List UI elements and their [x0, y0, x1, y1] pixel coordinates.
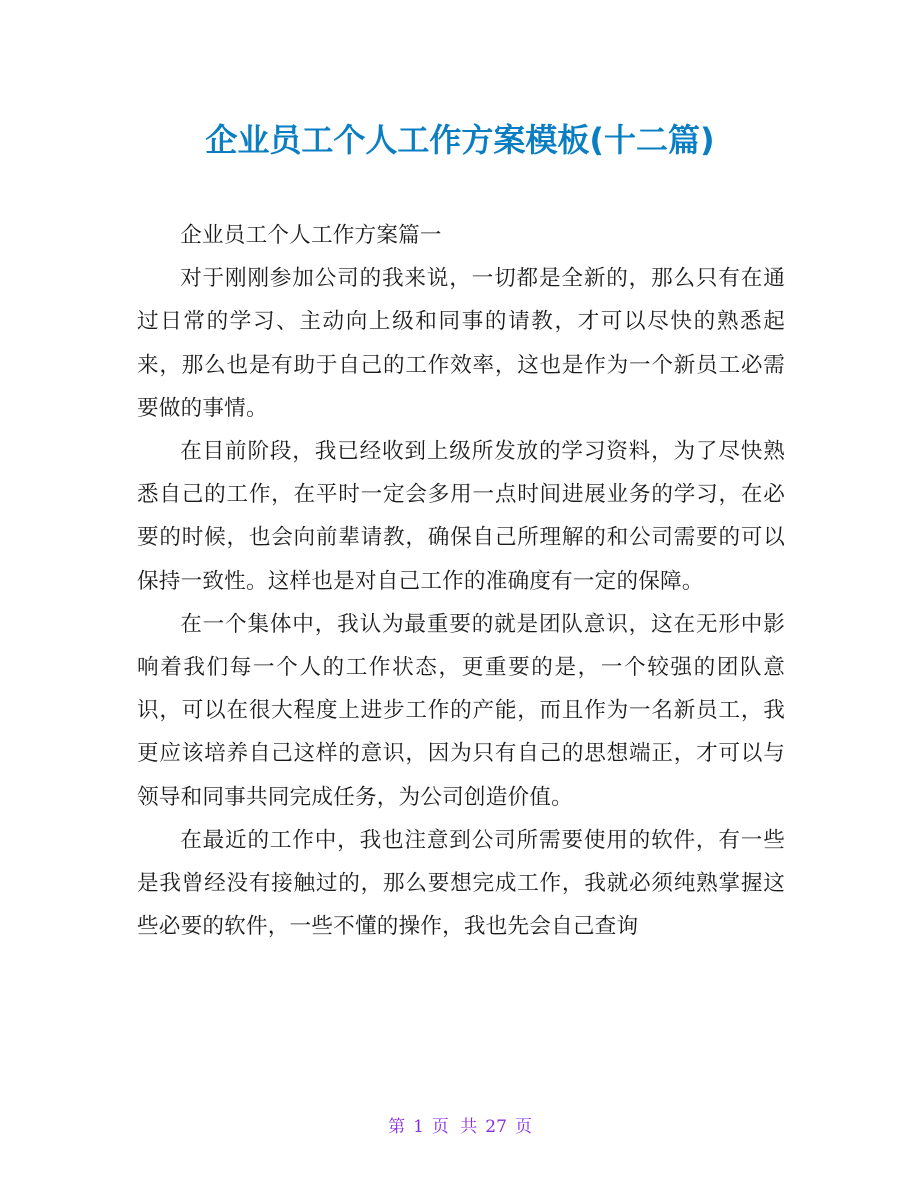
document-body	[137, 214, 785, 948]
page-label-suffix: 页	[514, 1117, 532, 1137]
paragraph: 在一个集体中，我认为最重要的就是团队意识，这在无形中影响着我们每一个人的工作状态，更重要的是，一个较强的团队意识，可以在很大程度上进步工作的产能，而且作为一名新员工，我更应该培养自己这样的意识，因为只有自己的思想端正，才可以与领导和同事共同完成任务，为公司创造价值。	[137, 611, 785, 810]
section-heading: 企业员工个人工作方案篇一	[180, 223, 442, 248]
total-pages-number: 27	[485, 1117, 507, 1137]
document-title: 企业员工个人工作方案模板(十二篇)	[205, 121, 715, 159]
current-page-number: 1	[413, 1117, 424, 1137]
paragraph: 在目前阶段，我已经收到上级所发放的学习资料，为了尽快熟悉自己的工作，在平时一定会多用一点时间进展业务的学习，在必要的时候，也会向前辈请教，确保自己所理解的和公司需要的可以保持一致性。这样也是对自己工作的准确度有一定的保障。	[137, 439, 785, 594]
page-label-prefix: 第	[388, 1117, 406, 1137]
paragraph: 对于刚刚参加公司的我来说，一切都是全新的，那么只有在通过日常的学习、主动向上级和同事的请教，才可以尽快的熟悉起来，那么也是有助于自己的工作效率，这也是作为一个新员工必需要做的事情。	[137, 266, 785, 421]
page-label-mid: 页 共	[431, 1117, 478, 1137]
paragraph: 在最近的工作中，我也注意到公司所需要使用的软件，有一些是我曾经没有接触过的，那么要想完成工作，我就必须纯熟掌握这些必要的软件，一些不懂的操作，我也先会自己查询	[137, 827, 785, 940]
page-footer	[0, 1112, 920, 1137]
